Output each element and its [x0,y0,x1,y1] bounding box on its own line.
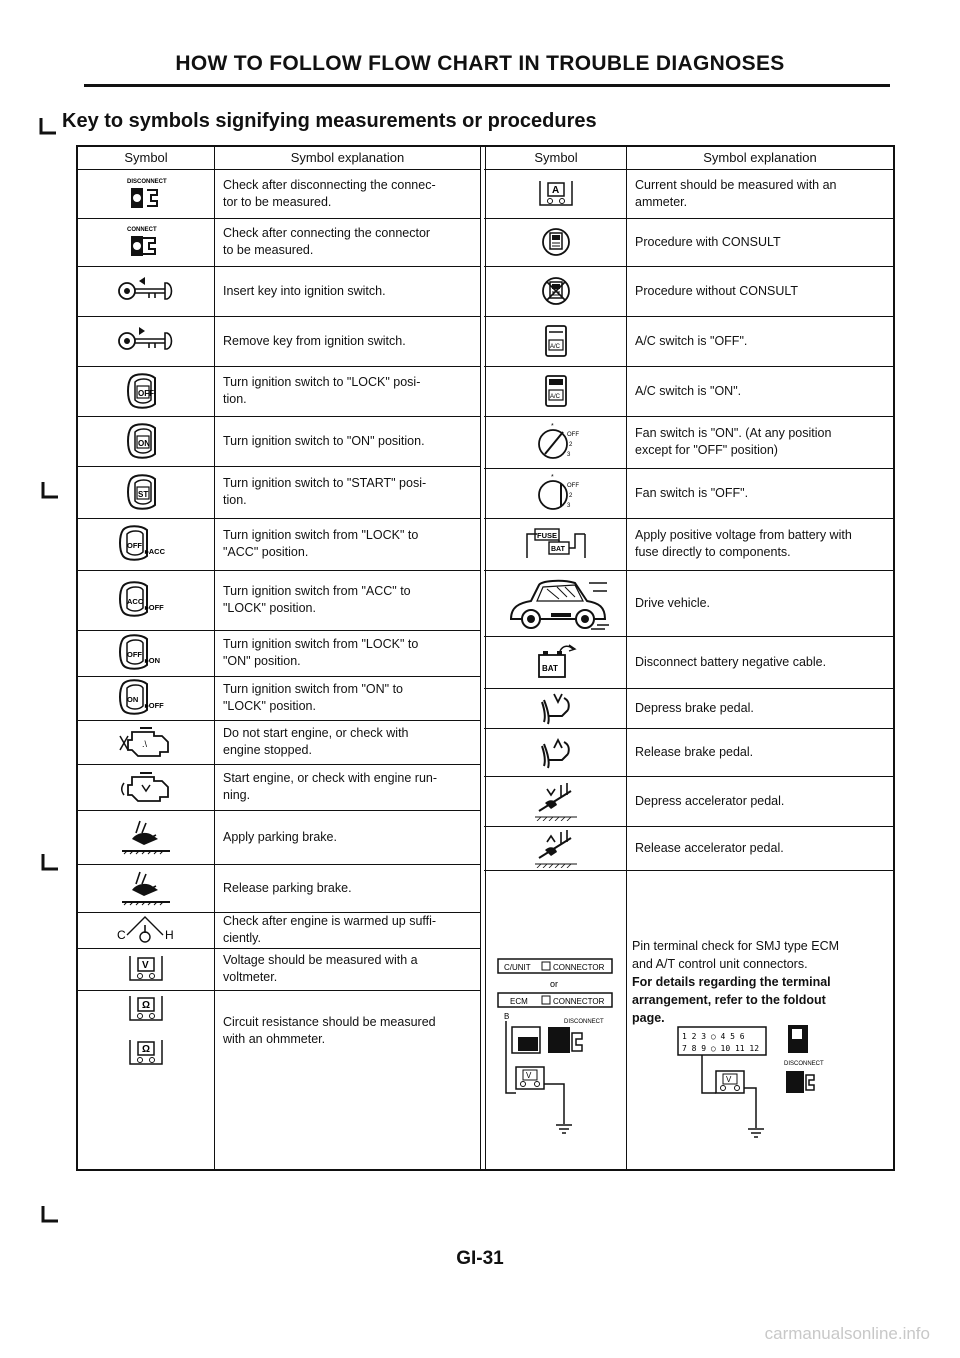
symbol-explanation [215,416,480,466]
explanation-text: Turn ignition switch from "LOCK" to "ACC" position. [223,528,419,559]
symbol-explanation [215,518,480,570]
explanation-text: Release accelerator pedal. [635,840,784,855]
ignition-on-to-off-icon [78,676,214,720]
svg-text:OFF: OFF [127,650,142,659]
pin-check-line: Pin terminal check for SMJ type ECM [632,939,840,953]
symbol-explanation [627,636,893,688]
ignition-on-icon [78,416,214,466]
symbol-key-table [76,145,895,1171]
ac-switch-on-icon [486,366,626,416]
engine-running-icon [78,764,214,810]
explanation-text: Disconnect battery negative cable. [635,654,827,669]
svg-text:▸ON: ▸ON [145,656,161,665]
pins-bottom-label: 7 8 9 ○ 10 11 12 [682,1044,760,1053]
engine-stopped-icon [78,720,214,764]
explanation-text: Apply parking brake. [223,829,337,844]
svg-text:H: H [165,928,174,942]
sym-connector2-label: CONNECTOR [553,997,605,1006]
drive-vehicle-icon [486,570,626,636]
left-symbol-header: Symbol [124,150,168,165]
explanation-text: Check after engine is warmed up suffi- ciently. [223,914,437,945]
symbol-explanation [627,570,893,636]
explanation-text: Depress brake pedal. [635,700,754,715]
sym-or-label: or [550,979,559,989]
ignition-off-to-on-icon [78,630,214,676]
symbol-explanation [627,218,893,266]
ignition-off-to-acc-icon [78,518,214,570]
svg-text:Ω: Ω [142,1000,151,1011]
ac-switch-off-icon [486,316,626,366]
fuse-battery-icon [486,518,626,570]
symbol-explanation [627,266,893,316]
svg-text:ST: ST [138,490,149,499]
explanation-text: Turn ignition switch from "ACC" to "LOCK" position. [223,584,411,615]
svg-text:C: C [117,928,126,942]
ohmmeter-icon [78,990,214,1072]
sym-ecm-label: ECM [510,997,528,1006]
explanation-text: Drive vehicle. [635,595,711,610]
symbol-explanation [215,764,480,810]
symbol-explanation [627,826,893,870]
sym-b-label: B [504,1012,510,1021]
symbol-explanation [215,948,480,990]
symbol-explanation [627,366,893,416]
explanation-text: Start engine, or check with engine run- ning. [223,771,438,802]
explanation-text: Turn ignition switch to "ON" position. [223,433,425,448]
svg-text:▸OFF: ▸OFF [145,603,164,612]
pin-check-connector-icon [490,943,620,1153]
symbol-explanation [215,266,480,316]
symbol-explanation [215,864,480,912]
title-rule [84,84,890,87]
right-explanation-header: Symbol explanation [703,150,817,165]
depress-brake-icon [486,688,626,728]
sym-disconnect-label: DISCONNECT [564,1019,604,1025]
symbol-explanation [627,316,893,366]
release-accelerator-icon [486,826,626,870]
svg-text:BAT: BAT [542,664,558,673]
symbol-explanation [215,366,480,416]
right-symbol-header: Symbol [534,150,578,165]
svg-text:A/C: A/C [550,344,561,350]
pin-check-note [632,937,892,1027]
explanation-text: Check after disconnecting the connec- tor to be measured. [223,178,436,209]
svg-text:OFF: OFF [567,483,579,489]
symbol-explanation [215,466,480,518]
pin-check-bold-line: For details regarding the terminal [632,975,831,989]
explanation-text: Depress accelerator pedal. [635,793,785,808]
symbol-explanation [627,518,893,570]
battery-cable-icon [486,636,626,688]
page-title: HOW TO FOLLOW FLOW CHART IN TROUBLE DIAGNOSES [175,52,785,75]
svg-text:3: 3 [567,452,571,458]
sym-v2-label: V [726,1075,732,1084]
symbol-explanation [215,630,480,676]
svg-text:ON: ON [127,695,139,704]
svg-text:BAT: BAT [551,546,565,553]
disconnect-connector-icon [78,170,214,218]
insert-key-icon [78,266,214,316]
symbol-explanation [627,416,893,468]
svg-text:OFF: OFF [127,541,142,550]
explanation-text: Fan switch is "OFF". [635,485,749,500]
svg-text:ON: ON [138,439,150,448]
symbol-explanation [215,570,480,630]
svg-text:V: V [142,960,149,971]
pin-check-line: and A/T control unit connectors. [632,957,808,971]
engine-warm-icon [78,912,214,948]
fan-switch-off-icon [486,468,626,518]
explanation-text: Remove key from ignition switch. [223,333,406,348]
sym-cunit-label: C/UNIT [504,963,531,972]
sym-disconnect2-label: DISCONNECT [784,1061,824,1067]
symbol-explanation [215,170,480,218]
explanation-text: Turn ignition switch to "START" posi- tion. [223,476,427,507]
consult-icon [486,218,626,266]
svg-text:▸OFF: ▸OFF [145,701,164,710]
pin-check-bold-line: page. [632,1011,665,1025]
svg-text:CONNECT: CONNECT [127,227,157,233]
svg-text:DISCONNECT: DISCONNECT [127,179,167,185]
svg-text:.\: .\ [142,739,148,749]
svg-text:3: 3 [567,503,571,509]
watermark: carmanualsonline.info [764,1324,930,1343]
explanation-text: Check after connecting the connector to be measured. [223,226,431,257]
symbol-explanation [215,676,480,720]
explanation-text: Release brake pedal. [635,744,754,759]
page-number: GI-31 [456,1248,504,1269]
sym-connector-label: CONNECTOR [553,963,605,972]
pin-check-bold-line: arrangement, refer to the foldout [632,993,826,1007]
svg-text:*: * [551,423,554,430]
symbol-explanation [215,990,480,1072]
voltmeter-icon [78,948,214,990]
no-consult-icon [486,266,626,316]
symbol-explanation [627,468,893,518]
symbol-explanation [215,316,480,366]
release-brake-icon [486,728,626,776]
svg-text:A: A [552,185,560,196]
svg-text:OFF: OFF [567,432,579,438]
margin-mark-icon [40,1204,60,1224]
remove-key-icon [78,316,214,366]
svg-text:*: * [551,474,554,481]
explanation-text: Insert key into ignition switch. [223,283,386,298]
ignition-start-icon [78,466,214,518]
svg-text:2: 2 [569,442,573,448]
symbol-explanation [215,810,480,864]
ignition-acc-to-off-icon [78,570,214,630]
explanation-text: Voltage should be measured with a voltmeter. [223,953,418,984]
explanation-text: Do not start engine, or check with engine stopped. [223,726,409,757]
ammeter-icon [486,170,626,218]
explanation-text: Circuit resistance should be measured with an ohmmeter. [223,1015,436,1046]
pin-terminal-diagram-icon [676,1023,876,1153]
svg-text:2: 2 [569,493,573,499]
sym-v-label: V [526,1071,532,1080]
section-heading: Key to symbols signifying measurements or procedures [62,110,597,132]
row-divider [484,870,893,871]
connect-connector-icon [78,218,214,266]
fan-switch-on-icon [486,416,626,468]
explanation-text: Current should be measured with an ammeter. [635,178,837,209]
svg-text:▸ACC: ▸ACC [145,547,166,556]
symbol-explanation [215,720,480,764]
margin-mark-icon [38,116,58,136]
svg-text:FUSE: FUSE [537,531,558,540]
left-explanation-header: Symbol explanation [290,150,405,165]
release-parking-brake-icon [78,864,214,912]
explanation-text: Turn ignition switch from "LOCK" to "ON" position. [223,637,419,668]
explanation-text: Fan switch is "ON". (At any position except for "OFF" position) [635,426,832,457]
symbol-explanation [215,218,480,266]
symbol-explanation [627,688,893,728]
explanation-text: A/C switch is "OFF". [635,333,748,348]
svg-text:OFF: OFF [138,389,154,398]
apply-parking-brake-icon [78,810,214,864]
margin-mark-icon [40,480,60,500]
svg-text:A/C: A/C [550,394,561,400]
explanation-text: Procedure with CONSULT [635,234,781,249]
ignition-off-icon [78,366,214,416]
depress-accelerator-icon [486,776,626,826]
explanation-text: Turn ignition switch from "ON" to "LOCK" position. [223,682,403,713]
svg-text:Ω: Ω [142,1044,151,1055]
explanation-text: A/C switch is "ON". [635,383,742,398]
symbol-explanation [627,728,893,776]
pins-top-label: 1 2 3 ○ 4 5 6 [682,1032,745,1041]
explanation-text: Release parking brake. [223,880,352,895]
symbol-explanation [627,776,893,826]
explanation-text: Apply positive voltage from battery with fuse directly to components. [635,528,852,559]
margin-mark-icon [40,852,60,872]
explanation-text: Procedure without CONSULT [635,283,799,298]
explanation-text: Turn ignition switch to "LOCK" posi- tion. [223,375,421,406]
symbol-explanation [627,170,893,218]
symbol-explanation [215,912,480,948]
svg-text:ACC: ACC [127,597,144,606]
